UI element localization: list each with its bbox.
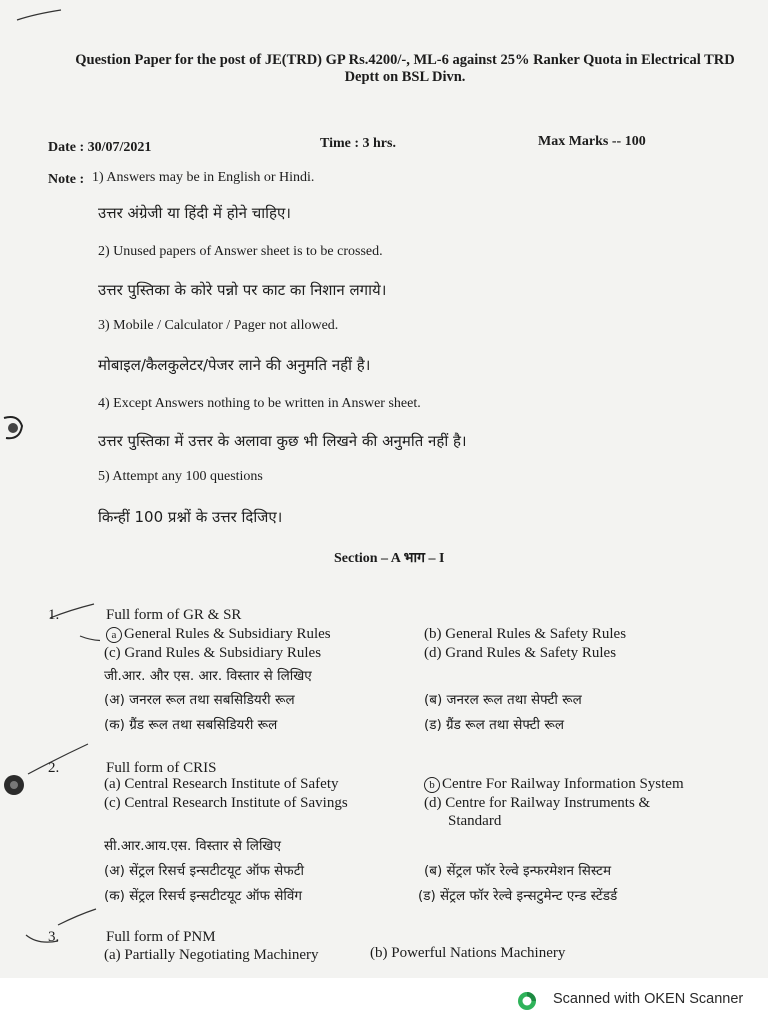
q2-marked-circle: b <box>424 777 440 793</box>
section-heading: Section – A भाग – I <box>334 551 445 566</box>
q3-option-a: (a) Partially Negotiating Machinery <box>104 947 319 963</box>
q2-text: Full form of CRIS <box>106 760 217 776</box>
q2-option-d: (d) Centre for Railway Instruments & <box>424 795 651 811</box>
q1-number: 1. <box>48 607 60 623</box>
note-1-hi: उत्तर अंग्रेजी या हिंदी में होने चाहिए। <box>98 204 291 222</box>
q2-option-a: (a) Central Research Institute of Safety <box>104 776 339 792</box>
note-2-hi: उत्तर पुस्तिका के कोरे पन्नो पर काट का निशान लगाये। <box>98 281 387 299</box>
pen-stroke-q1 <box>20 600 100 650</box>
q2-option-a-hi: (अ) सेंट्रल रिसर्च इन्सटीटयूट ऑफ सेफटी <box>104 863 304 879</box>
q2-text-hi: सी.आर.आय.एस. विस्तार से लिखिए <box>104 838 281 854</box>
q1-option-b: (b) General Rules & Safety Rules <box>424 626 627 642</box>
q1-text: Full form of GR & SR <box>106 607 242 623</box>
q1-option-a-hi: (अ) जनरल रूल तथा सबसिडियरी रूल <box>104 692 295 708</box>
note-4-en: 4) Except Answers nothing to be written in Answer sheet. <box>98 396 421 411</box>
max-marks: Max Marks -- 100 <box>538 134 646 149</box>
note-1-en: 1) Answers may be in English or Hindi. <box>92 170 315 185</box>
punch-hole-1 <box>0 410 30 444</box>
q2-option-d-hi: (ड) सेंट्रल फॉर रेल्वे इन्सटुमेन्ट एन्ड स्टेंडर्ड <box>418 888 618 904</box>
q1-option-b-hi: (ब) जनरल रूल तथा सेफ्टी रूल <box>424 692 582 708</box>
q2-option-c: (c) Central Research Institute of Savings <box>104 795 348 811</box>
note-5-en: 5) Attempt any 100 questions <box>98 469 263 484</box>
q1-option-d-hi: (ड) ग्रैंड रूल तथा सेफ्टी रूल <box>424 717 564 733</box>
note-4-hi: उत्तर पुस्तिका में उत्तर के अलावा कुछ भी लिखने की अनुमति नहीं है। <box>98 432 467 450</box>
note-label: Note : <box>48 172 85 187</box>
note-5-hi: किन्हीं 100 प्रश्नों के उत्तर दिजिए। <box>98 508 283 526</box>
q1-option-c-hi: (क) ग्रैंड रूल तथा सबसिडियरी रूल <box>104 717 278 733</box>
q1-option-a <box>106 626 331 643</box>
note-3-en: 3) Mobile / Calculator / Pager not allowed. <box>98 318 339 333</box>
exam-time: Time : 3 hrs. <box>320 136 396 151</box>
pen-stroke-top <box>15 4 65 24</box>
q2-number: 2. <box>48 760 60 776</box>
q2-option-d-cont: Standard <box>448 813 502 829</box>
scanner-watermark-text: Scanned with OKEN Scanner <box>553 991 744 1007</box>
q1-option-c: (c) Grand Rules & Subsidiary Rules <box>104 645 322 661</box>
exam-date: Date : 30/07/2021 <box>48 140 152 155</box>
q3-number: 3. <box>48 929 60 945</box>
q2-option-b-text: Centre For Railway Information System <box>442 776 684 792</box>
q3-text: Full form of PNM <box>106 929 216 945</box>
paper-title: Question Paper for the post of JE(TRD) GP Rs.4200/-, ML-6 against 25% Ranker Quota in Electrical TRD Deptt on BSL Divn. <box>75 52 735 85</box>
q2-option-b-hi: (ब) सेंट्रल फॉर रेल्वे इन्फरमेशन सिस्टम <box>424 863 612 879</box>
note-3-hi: मोबाइल/कैलकुलेटर/पेजर लाने की अनुमति नहीं है। <box>98 356 371 374</box>
q3-option-b: (b) Powerful Nations Machinery <box>370 945 566 961</box>
q1-option-d: (d) Grand Rules & Safety Rules <box>424 645 617 661</box>
q2-option-b <box>424 776 684 793</box>
oken-scanner-logo-icon <box>517 991 537 1011</box>
q1-text-hi: जी.आर. और एस. आर. विस्तार से लिखिए <box>104 668 312 684</box>
note-2-en: 2) Unused papers of Answer sheet is to be crossed. <box>98 244 383 259</box>
q1-option-a-text: General Rules & Subsidiary Rules <box>124 626 331 642</box>
q2-option-c-hi: (क) सेंट्रल रिसर्च इन्सटीटयूट ऑफ सेविंग <box>104 888 302 904</box>
q1-marked-circle: a <box>106 627 122 643</box>
